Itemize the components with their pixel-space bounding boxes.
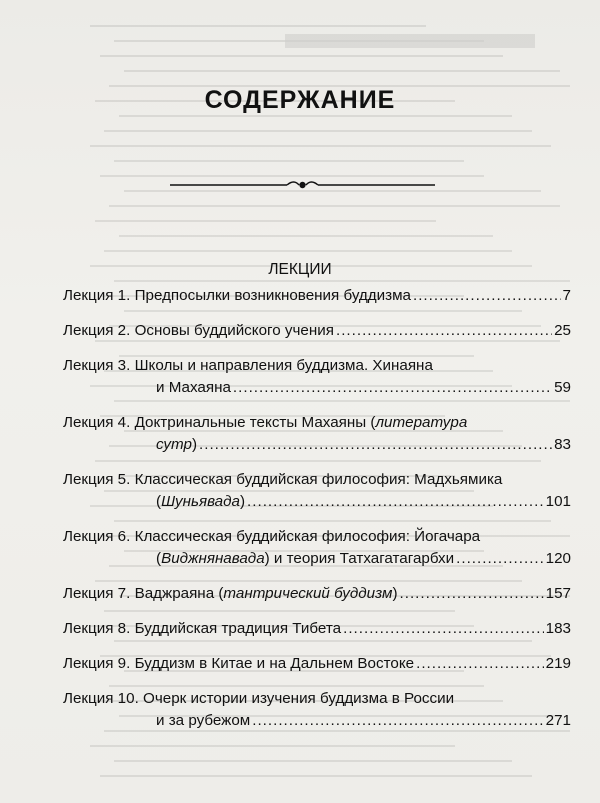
- lecture-title: Ваджраяна (: [134, 585, 224, 602]
- divider-ornament-icon: [170, 178, 435, 192]
- toc-line: [63, 653, 571, 675]
- lecture-title: и Махаяна: [156, 379, 231, 396]
- page-number: 120: [545, 550, 571, 567]
- bleed-line: [114, 280, 570, 282]
- toc-text: [63, 583, 398, 605]
- lecture-title: (: [156, 550, 162, 567]
- dot-leader: [252, 710, 543, 732]
- toc-line: [63, 355, 571, 377]
- bleed-line: [100, 775, 532, 777]
- page-number: 25: [554, 322, 571, 339]
- lecture-label: Лекция 4.: [63, 414, 131, 431]
- lecture-title: Буддийская традиция Тибета: [134, 620, 342, 637]
- dot-leader: [413, 285, 561, 307]
- lecture-title: Школы и направления буддизма. Хинаяна: [134, 357, 433, 374]
- lecture-label: Лекция 1.: [63, 287, 131, 304]
- bleed-line: [100, 55, 503, 57]
- lecture-title: Классическая буддийская философия: Йогачара: [134, 528, 481, 545]
- toc-line: [63, 583, 571, 605]
- toc-text: [63, 285, 411, 307]
- bleed-line: [124, 70, 561, 72]
- toc-text: [63, 355, 433, 377]
- bleed-line: [119, 235, 493, 237]
- toc-line: [63, 434, 571, 456]
- lecture-title: Доктринальные тексты Махаяны (: [134, 414, 376, 431]
- lecture-label: Лекция 2.: [63, 322, 131, 339]
- toc-line: [63, 618, 571, 640]
- toc-entry[interactable]: [63, 355, 571, 399]
- bleed-line: [90, 25, 426, 27]
- lecture-title: Классическая буддийская философия: Мадхьямика: [134, 471, 503, 488]
- page-number: 83: [554, 436, 571, 453]
- toc-line: [63, 548, 571, 570]
- toc-line: [63, 491, 571, 513]
- lecture-title: Предпосылки возникновения буддизма: [134, 287, 411, 304]
- lecture-title-rest: ): [191, 436, 198, 453]
- lecture-label: Лекция 5.: [63, 471, 131, 488]
- lecture-title-italic: сутр: [156, 436, 192, 453]
- toc-line: [63, 526, 571, 548]
- lecture-title: Буддизм в Китае и на Дальнем Востоке: [134, 655, 415, 672]
- toc-entry[interactable]: [63, 583, 571, 605]
- page-number: 101: [545, 493, 571, 510]
- bleed-line: [114, 760, 512, 762]
- dot-leader: [233, 377, 552, 399]
- bleed-line: [119, 115, 513, 117]
- toc-line: [63, 710, 571, 732]
- dot-leader: [247, 491, 544, 513]
- running-header-ghost: [285, 34, 535, 48]
- toc-line: [63, 412, 571, 434]
- lecture-title: Основы буддийского учения: [134, 322, 334, 339]
- toc-line: [63, 688, 571, 710]
- bleed-line: [90, 145, 551, 147]
- dot-leader: [416, 653, 544, 675]
- lecture-title: и за рубежом: [156, 712, 251, 729]
- dot-leader: [400, 583, 544, 605]
- toc-text: [63, 491, 245, 513]
- toc-text: [63, 377, 231, 399]
- lecture-label: Лекция 8.: [63, 620, 131, 637]
- toc-text: [63, 434, 197, 456]
- toc-entry[interactable]: [63, 618, 571, 640]
- toc-text: [63, 688, 454, 710]
- toc-text: [63, 526, 480, 548]
- lecture-title-rest: ): [239, 493, 246, 510]
- bleed-line: [114, 160, 464, 162]
- table-of-contents: [63, 285, 571, 745]
- toc-text: [63, 653, 414, 675]
- toc-entry[interactable]: [63, 653, 571, 675]
- toc-entry[interactable]: [63, 688, 571, 732]
- lecture-label: Лекция 3.: [63, 357, 131, 374]
- lecture-label: Лекция 10.: [63, 690, 139, 707]
- bleed-line: [100, 175, 484, 177]
- toc-text: [63, 469, 502, 491]
- page-number: 157: [545, 585, 571, 602]
- bleed-line: [104, 130, 531, 132]
- toc-text: [63, 412, 467, 434]
- page-number: 7: [562, 287, 571, 304]
- page-number: 183: [545, 620, 571, 637]
- bleed-line: [109, 205, 560, 207]
- dot-leader: [456, 548, 544, 570]
- lecture-title-italic: тантрический буддизм: [223, 585, 393, 602]
- page-number: 219: [545, 655, 571, 672]
- bleed-line: [90, 745, 455, 747]
- toc-entry[interactable]: [63, 285, 571, 307]
- lecture-title-italic: литература: [375, 414, 468, 431]
- toc-entry[interactable]: [63, 526, 571, 570]
- toc-text: [63, 710, 250, 732]
- lecture-label: Лекция 9.: [63, 655, 131, 672]
- lecture-title: Очерк истории изучения буддизма в России: [143, 690, 455, 707]
- bleed-line: [95, 220, 436, 222]
- lecture-label: Лекция 6.: [63, 528, 131, 545]
- lecture-label: Лекция 7.: [63, 585, 131, 602]
- section-title: ЛЕКЦИИ: [268, 261, 332, 278]
- dot-leader: [199, 434, 552, 456]
- toc-text: [63, 618, 341, 640]
- dot-leader: [343, 618, 544, 640]
- page-title: СОДЕРЖАНИЕ: [204, 86, 396, 114]
- toc-line: [63, 285, 571, 307]
- toc-line: [63, 377, 571, 399]
- bleed-line: [104, 250, 512, 252]
- toc-line: [63, 320, 571, 342]
- page-number: 59: [554, 379, 571, 396]
- lecture-title-rest: ) и теория Татхагатагарбхи: [264, 550, 455, 567]
- toc-entry[interactable]: [63, 320, 571, 342]
- dot-leader: [336, 320, 552, 342]
- toc-text: [63, 320, 334, 342]
- toc-text: [63, 548, 454, 570]
- lecture-title-rest: ): [392, 585, 398, 602]
- lecture-title: (: [156, 493, 162, 510]
- toc-entry[interactable]: [63, 412, 571, 456]
- toc-entry[interactable]: [63, 469, 571, 513]
- lecture-title-italic: Шуньявада: [161, 493, 240, 510]
- page-number: 271: [545, 712, 571, 729]
- lecture-title-italic: Виджнянавада: [161, 550, 265, 567]
- toc-line: [63, 469, 571, 491]
